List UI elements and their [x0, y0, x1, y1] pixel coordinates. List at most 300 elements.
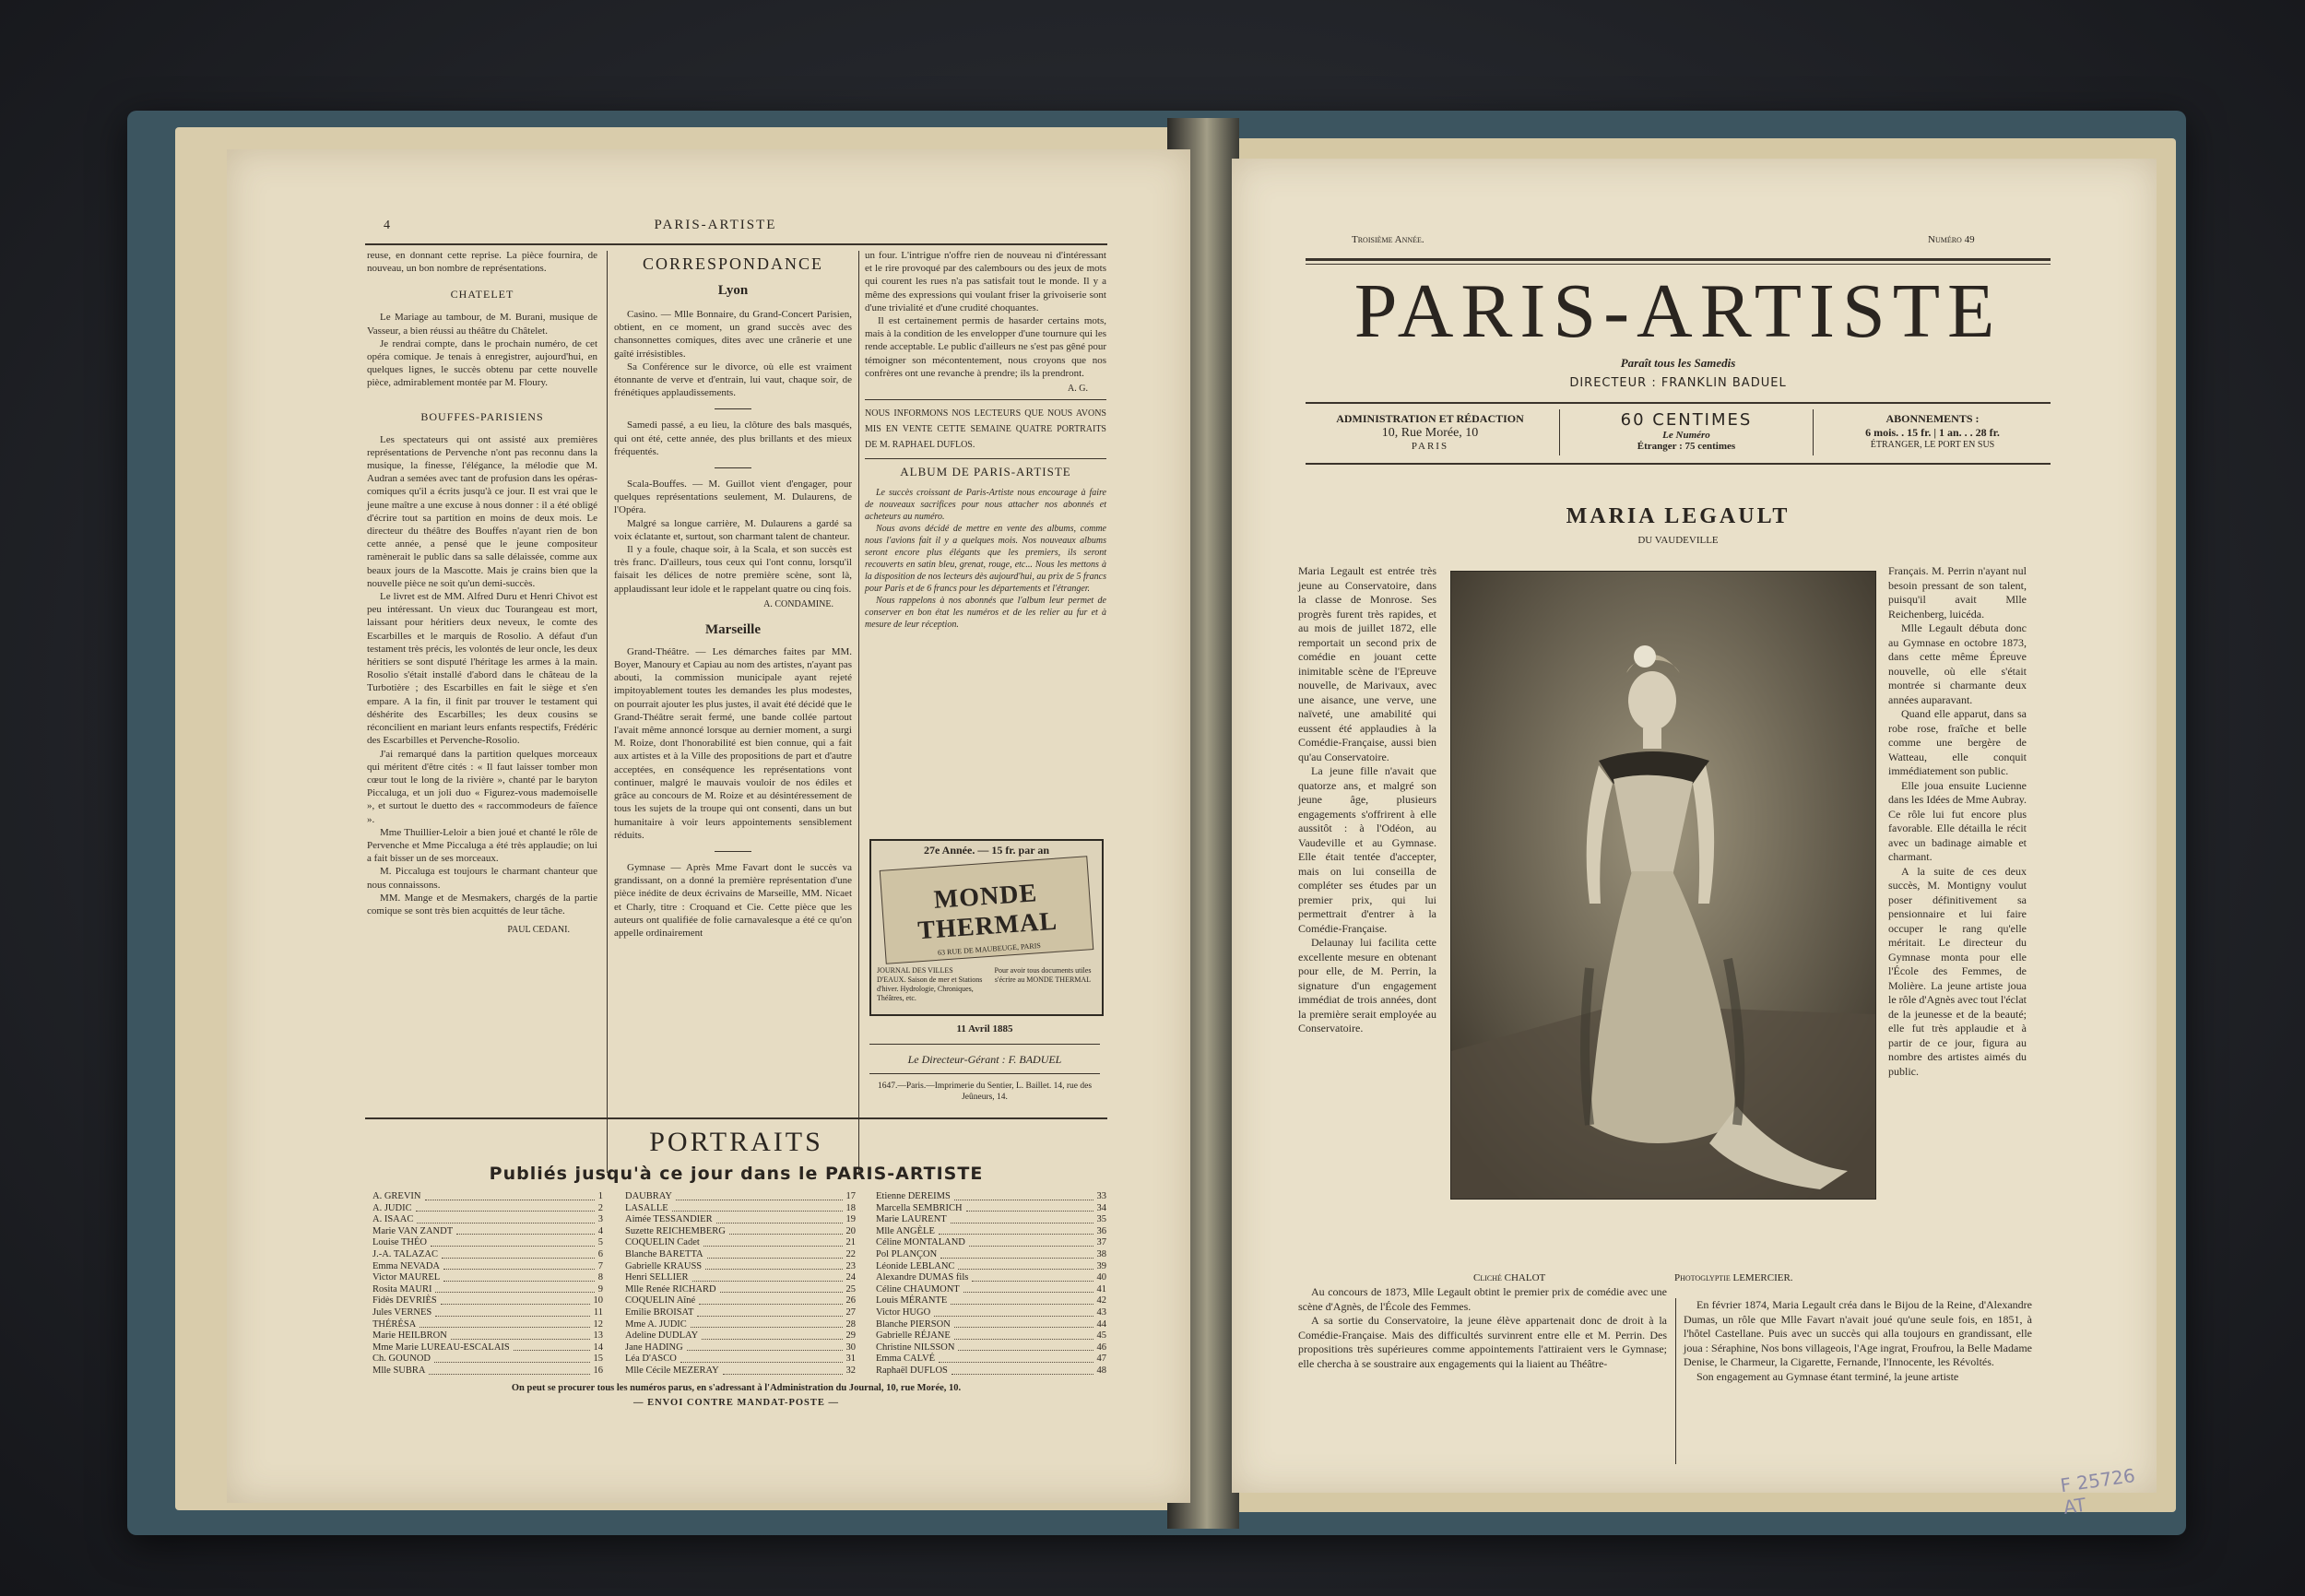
portrait-name: Marcella SEMBRICH [876, 1202, 963, 1213]
portrait-number: 22 [845, 1248, 856, 1259]
portrait-name: A. JUDIC [372, 1202, 412, 1213]
intro-text: reuse, en donnant cette reprise. La pièce fournira, de nouveau, un bon nombre de représentations. [367, 250, 597, 275]
portrait-number: 14 [593, 1342, 603, 1353]
dot-leader [954, 1330, 1093, 1340]
dot-leader [434, 1354, 590, 1363]
portrait-entry [372, 1342, 603, 1354]
dot-leader [940, 1249, 1093, 1259]
portrait-entry [625, 1365, 856, 1377]
portrait-number: 44 [1096, 1318, 1106, 1330]
dot-leader [705, 1261, 842, 1271]
separator [715, 467, 751, 468]
separator [865, 399, 1106, 400]
dot-leader [720, 1284, 843, 1294]
portrait-number: 27 [845, 1306, 856, 1318]
right-page [1232, 159, 2157, 1519]
portrait-name: Jules VERNES [372, 1306, 432, 1318]
portraits-title: PORTRAITS [649, 1127, 823, 1157]
dot-leader [951, 1214, 1093, 1224]
portrait-number: 7 [597, 1260, 603, 1271]
portraits-footer-mandat: — ENVOI CONTRE MANDAT-POSTE — [632, 1398, 840, 1408]
column-1 [367, 249, 597, 1171]
portrait-name: Fidès DEVRIÈS [372, 1295, 437, 1306]
portrait-entry [625, 1191, 856, 1203]
dot-leader [692, 1272, 843, 1282]
portrait-entry [372, 1295, 603, 1307]
actress-figure [1451, 572, 1875, 1199]
portrait-entry [625, 1330, 856, 1342]
paragraph: Son engagement au Gymnase étant terminé, la jeune artiste [1696, 1369, 1959, 1383]
portrait-entry [625, 1272, 856, 1284]
portrait-entry [625, 1319, 856, 1331]
dot-leader [729, 1226, 843, 1235]
paragraph: Grand-Théâtre. — Les démarches faites par MM. Boyer, Manoury et Capiau au nom des artistes, n'ayant pas abouti, la commission municipale ayant rejeté impitoyablement toutes les demandes les plus modestes, on pourrait ajouter les plus justes, il avait été décidé que le Grand-Théâtre serait fermé, une bande collée partout l'avait même annoncé lorsque au dernier moment, a surgi M. Roize, dont l'honorabilité est bien connue, qui a fait aux artistes et à la Ville des propositions de part et d'autre acceptées, en conséquence les représentations vont continuer, malgré le mauvais vouloir de nos édiles et grâce au concours de M. Roize et au désintéressement de tous les sujets de la troupe qui ont consenti, dans un but humanitaire à voir leurs appointements sensiblement réduits. [614, 645, 852, 841]
paragraph: Nous rappelons à nos abonnés que l'album leur permet de conserver en bon état les numéros et de les relier au fur et à mesure de leur réception. [865, 596, 1106, 631]
portrait-number: 36 [1096, 1225, 1106, 1236]
dot-leader [707, 1249, 843, 1259]
portrait-number: 8 [597, 1272, 603, 1283]
dot-leader [416, 1203, 595, 1212]
year-label: Troisième Année. [1352, 234, 1424, 245]
portrait-entry [372, 1261, 603, 1273]
portrait-name: Gabrielle RÉJANE [876, 1330, 951, 1342]
portrait-number: 26 [845, 1295, 856, 1306]
portrait-entry [625, 1237, 856, 1249]
portrait-entry [876, 1284, 1106, 1296]
portrait-name: Emilie BROISAT [625, 1306, 694, 1318]
portrait-name: Adeline DUDLAY [625, 1330, 699, 1342]
portrait-number: 40 [1096, 1272, 1106, 1283]
photo-credit-cliche: Cliché CHALOT [1473, 1272, 1546, 1283]
portrait-number: 34 [1096, 1202, 1106, 1213]
portrait-number: 47 [1096, 1354, 1106, 1365]
dot-leader [456, 1226, 595, 1235]
dot-leader [435, 1284, 594, 1294]
dot-leader [969, 1237, 1093, 1247]
info-bottom-rule [1306, 463, 2051, 465]
portrait-number: 9 [597, 1283, 603, 1295]
portrait-entry [876, 1226, 1106, 1238]
paragraph: Le livret est de MM. Alfred Duru et Henri Chivot est peu intéressant. Un vieux duc Tourangeau est mort, laissant pour héritiers deux neveux, le comte des Escarbilles et le marquis de Rosolio. A défaut d'un testament très précis, les volontés de leur oncle, les deux héritiers se sont disputé l'héritage les armes à la main. Rosolio s'était installé d'abord dans le château de la Turbotière ; des Escarbilles en fait le siège et s'en empare. A la fin, il finit par trouver le testament qui déshérite des Escarbilles; les deux cousins se réconcilient en mariant leurs enfants respectifs, Frédéric des Escarbilles et Pervenche-Rosolio. [367, 591, 597, 747]
dot-leader [716, 1214, 843, 1224]
portrait-entry [876, 1214, 1106, 1226]
paragraph: Le succès croissant de Paris-Artiste nous encourage à faire de nouveaux sacrifices pour nous attacher nos abonnés et acheteurs au numéro. [865, 488, 1106, 523]
article-right-column [1888, 564, 2027, 1265]
portrait-entry [372, 1249, 603, 1261]
portrait-number: 13 [593, 1330, 603, 1342]
dot-leader [514, 1342, 590, 1352]
dot-leader [443, 1261, 595, 1271]
dot-leader [431, 1237, 595, 1247]
dot-leader [951, 1295, 1093, 1305]
section-head-marseille: Marseille [705, 621, 761, 637]
dot-leader [934, 1307, 1093, 1317]
dot-leader [676, 1191, 843, 1200]
paragraph: Gymnase — Après Mme Favart dont le succès va grandissant, on a donné la première représentation d'une pièce inédite de deux écrivains de Marseille, MM. Nicaet et Charly, titre : Croquand et Cie. Cette pièce que les auteurs ont qualifiée de folie carnavalesque a été ce qu'on appelle ordinairement [614, 861, 852, 939]
paragraph: Quand elle apparut, dans sa robe rose, fraîche et belle comme une bergère de Watteau, elle conquit immédiatement son public. [1888, 707, 2027, 777]
portrait-name: COQUELIN Aîné [625, 1295, 696, 1306]
portrait-number: 23 [845, 1260, 856, 1271]
dot-leader [442, 1249, 595, 1259]
ad-top-line: 27e Année. — 15 fr. par an [923, 844, 1049, 857]
dot-leader [723, 1365, 843, 1375]
paragraph: Maria Legault est entrée très jeune au Conservatoire, dans la classe de Monrose. Ses progrès furent très rapides, et au mois de juillet 1872, elle remportait un second prix de comédie en jouant cette inimitable scène de l'Epreuve nouvelle, de Marivaux, avec une aisance, une verve, une naïveté, une amabilité qui eussent été applaudies à la Comédie-Française, aussi bien qu'au Conservatoire. [1298, 564, 1436, 763]
article-title: MARIA LEGAULT [1566, 504, 1791, 528]
portrait-entry [625, 1261, 856, 1273]
portrait-entry [625, 1249, 856, 1261]
portrait-number: 32 [845, 1365, 856, 1376]
portrait-name: Henri SELLIER [625, 1272, 689, 1283]
portrait-name: Louise THÉO [372, 1237, 428, 1248]
portraits-list-c [876, 1191, 1106, 1377]
portrait-number: 21 [845, 1237, 856, 1248]
dot-leader [697, 1307, 842, 1317]
dot-leader [954, 1191, 1093, 1200]
portrait-photograph [1450, 571, 1876, 1200]
masthead-title: PARIS-ARTISTE [1353, 268, 2003, 354]
dot-leader [687, 1342, 843, 1352]
portrait-entry [876, 1191, 1106, 1203]
archive-stamp: F 25726 AT [2059, 1464, 2137, 1519]
dot-leader [451, 1330, 590, 1340]
running-head: PARIS-ARTISTE [654, 218, 777, 232]
publication-frequency: Paraît tous les Samedis [1620, 356, 1736, 370]
paragraph: Scala-Bouffes. — M. Guillot vient d'engager, pour quelques représentations seulement, M. Dulaurens, de l'Opéra. [614, 479, 852, 516]
portrait-number: 1 [597, 1191, 603, 1201]
portrait-number: 38 [1096, 1248, 1106, 1259]
portrait-number: 6 [597, 1248, 603, 1259]
paragraph: Je rendrai compte, dans le prochain numéro, de cet opéra comique. Je tenais à enregistrer, aujourd'hui, en quelques lignes, le succès obtenu par cette nouvelle pièce, admirablement montée par M. Floury. [367, 337, 597, 389]
portrait-number: 46 [1096, 1342, 1106, 1353]
admin-line-3: PARIS [1411, 441, 1449, 452]
column-rule [607, 251, 608, 1173]
portrait-entry [625, 1342, 856, 1354]
portrait-entry [372, 1354, 603, 1365]
paragraph: A la suite de ces deux succès, M. Montigny voulut poser définitivement sa pensionnaire et lui faire occuper le rang qu'elle méritait. Le directeur du Gymnase monta pour elle l'École des Femmes, de Molière. La jeune artiste joua le rôle d'Agnès avec tout l'éclat de la jeunesse et de la beauté; elle fut très applaudie et à partir de ce jour, figura au nombre des artistes aimés du public. [1888, 864, 2027, 1078]
portrait-entry [625, 1295, 856, 1307]
paragraph: MM. Mange et de Mesmakers, chargés de la partie comique se sont très bien acquittés de leur tâche. [367, 892, 597, 916]
portrait-name: COQUELIN Cadet [625, 1237, 700, 1248]
section-head-bouffes: BOUFFES-PARISIENS [420, 409, 544, 423]
dot-leader [417, 1214, 594, 1224]
portrait-entry [372, 1307, 603, 1319]
section-head-chatelet: CHATELET [450, 288, 514, 301]
masthead-top-rule [1306, 258, 2051, 261]
paragraph: La jeune fille n'avait que quatorze ans, et malgré son jeune âge, plusieurs engagements s'offrirent à elle aussitôt : à l'Odéon, au Vaudeville et au Gymnase. Elle était tentée d'accepter, mais on lui conseilla de compléter ses études par un premier prix, qui lui permettrait d'entrer à la Comédie-Française. [1298, 764, 1436, 935]
column-rule [858, 251, 859, 1173]
portrait-name: A. GREVIN [372, 1191, 421, 1201]
portrait-entry [876, 1342, 1106, 1354]
portrait-number: 18 [845, 1202, 856, 1213]
paragraph: Nous avons décidé de mettre en vente des albums, comme nous l'avions fait il y a quelques mois. Nos nouveaux albums seront encore plus élégants que les premiers, ils seront recouverts en satin bleu, grenat, rouge, etc... Nous les mettons à la disposition de nos lecteurs dès aujourd'hui, au prix de 5 francs pour Paris et de 6 francs pour les départements et l'étranger. [865, 524, 1106, 595]
portrait-entry [372, 1191, 603, 1203]
dot-leader [958, 1342, 1093, 1352]
portrait-name: Mme Marie LUREAU-ESCALAIS [372, 1342, 510, 1353]
abonnements-block [1814, 412, 2051, 450]
portrait-entry [876, 1354, 1106, 1365]
portrait-entry [625, 1354, 856, 1365]
article-bottom-right [1684, 1298, 2032, 1473]
portrait-name: Ch. GOUNOD [372, 1354, 431, 1365]
info-top-rule [1306, 402, 2051, 404]
paragraph: Mme Thuillier-Leloir a bien joué et chanté le rôle de Pervenche et Mme Piccaluga a été très applaudie; on lui a fait bisser un de ses morceaux. [367, 826, 597, 865]
portrait-number: 10 [593, 1295, 603, 1306]
portrait-number: 15 [593, 1354, 603, 1365]
dot-leader [954, 1319, 1093, 1329]
paragraph: Les spectateurs qui ont assisté aux premières représentations de Pervenche n'ont pas reconnu dans la musique, la finesse, l'élégance, la mélodie que M. Audran a semées avec tant de profusion dans les opéras-comiques qu'il a écrits jusqu'à ce jour. Il est vrai que le jeune maître a une excuse à nous donner : il a été obligé d'écrire tout sa partition en moins de deux mois. Le directeur du théâtre des Bouffes n'ayant rien de bon cette année, a pensé que le jeune compositeur ramènerait le public dans sa salle délaissée, comme aux beaux jours de la Mascotte. Mais je crains bien que la nouvelle pièce ne soit qu'un demi-succès. [367, 433, 597, 589]
paragraph: Il est certainement permis de hasarder certains mots, mais à la condition de les envelopper d'une tournure qui les rende acceptable. Le public d'ailleurs ne s'est pas gêné pour témoigner son mécontentement, nous croyons que nos confrères ont une revanche à prendre; ils la prendront. [865, 315, 1106, 379]
paragraph: Malgré sa longue carrière, M. Dulaurens a gardé sa voix éclatante et, surtout, son charmant talent de chanteur. [614, 517, 852, 542]
article-subtitle: DU VAUDEVILLE [1637, 535, 1719, 546]
dot-leader [958, 1261, 1093, 1271]
portrait-name: THÉRÉSA [372, 1318, 417, 1330]
price-line-2: Le Numéro [1662, 430, 1710, 441]
portrait-number: 24 [845, 1272, 856, 1283]
portrait-entry [876, 1261, 1106, 1273]
portrait-name: Victor HUGO [876, 1306, 931, 1318]
portrait-entry [372, 1319, 603, 1331]
newspaper-illustration [880, 856, 1094, 964]
portrait-number: 5 [597, 1237, 603, 1248]
paragraph: En février 1874, Maria Legault créa dans le Bijou de la Reine, d'Alexandre Dumas, un rôle que Mlle Favart n'avait joué qu'une seule fois, en 1851, à l'hôtel Castellane. Puis avec un succès qui alla toujours en grandissant, elle joua : Séraphine, Nos bons villageois, l'Age ingrat, Froufrou, la Belle Madame Denise, le Charmeur, la Cigarette, Fernande, l'Innocente, les Révoltés. [1684, 1298, 2032, 1368]
portrait-name: Raphaël DUFLOS [876, 1365, 948, 1376]
photo-credit-photoglyptie: Photoglyptie LEMERCIER. [1674, 1272, 1793, 1283]
signature: A. G. [1068, 384, 1088, 395]
portrait-name: Christine NILSSON [876, 1342, 955, 1353]
paragraph: Il y a foule, chaque soir, à la Scala, et son succès est très franc. D'ailleurs, tous ceux qui l'ont connu, lorsqu'il faisait les délices de notre première scène, sont là, applaudissant leur idole et le rappelant quatre ou cinq fois. [614, 544, 852, 595]
portrait-entry [625, 1226, 856, 1238]
portrait-number: 33 [1096, 1191, 1106, 1201]
portrait-name: Pol PLANÇON [876, 1248, 938, 1259]
separator [865, 458, 1106, 459]
portraits-subtitle: Publiés jusqu'à ce jour dans le PARIS-ARTISTE [489, 1164, 984, 1184]
portrait-name: Marie HEILBRON [372, 1330, 447, 1342]
paragraph: un four. L'intrigue n'offre rien de nouveau ni d'intéressant et le rire provoqué par des calembours ou des jeux de mots qui courent les rues n'a pas satisfait tout le monde. Il y a même des expressions qui voulant friser la grivoiserie sont d'une trivialité et d'une crudité choquantes. [865, 250, 1106, 313]
dot-leader [420, 1319, 589, 1329]
rule [869, 1073, 1100, 1074]
portrait-entry [876, 1249, 1106, 1261]
portrait-number: 25 [845, 1283, 856, 1295]
page-number: 4 [384, 219, 390, 232]
ad-left-text: JOURNAL DES VILLES D'EAUX. Saison de mer et Stations d'hiver. Hydrologie, Chroniques, Théâtres, etc. [877, 966, 983, 1002]
portrait-entry [625, 1203, 856, 1215]
portrait-entry [876, 1272, 1106, 1284]
paragraph: Le Mariage au tambour, de M. Burani, musique de Vasseur, a bien réussi au théâtre du Châtelet. [367, 312, 597, 337]
paragraph: Delaunay lui facilita cette excellente mesure en obtenant pour elle, de M. Perrin, la signature d'un engagement immédiat de trois années, dont la première serait employée au Conservatoire. [1298, 936, 1436, 1034]
portrait-name: Mlle SUBRA [372, 1365, 426, 1376]
portrait-number: 43 [1096, 1306, 1106, 1318]
portrait-number: 39 [1096, 1260, 1106, 1271]
portrait-entry [372, 1330, 603, 1342]
column-rule [1675, 1298, 1676, 1464]
portrait-name: Mlle Cécile MEZERAY [625, 1365, 719, 1376]
portrait-name: Louis MÉRANTE [876, 1295, 948, 1306]
paragraph: Casino. — Mlle Bonnaire, du Grand-Concert Parisien, obtient, en ce moment, un grand succès avec des chansonnettes comiques, dites avec une crânerie et une gaîté irrésistibles. [614, 309, 852, 360]
portrait-name: Victor MAUREL [372, 1272, 441, 1283]
portrait-number: 35 [1096, 1214, 1106, 1225]
dot-leader [672, 1203, 843, 1212]
paragraph: Au concours de 1873, Mlle Legault obtint le premier prix de comédie avec une scène d'Agnès, de l'École des Femmes. [1298, 1285, 1667, 1313]
dot-leader [939, 1226, 1093, 1235]
portrait-number: 30 [845, 1342, 856, 1353]
dot-leader [443, 1272, 595, 1282]
portrait-number: 20 [845, 1225, 856, 1236]
price-line-3: Étranger : 75 centimes [1637, 441, 1736, 452]
portrait-name: Blanche PIERSON [876, 1318, 951, 1330]
portrait-name: DAUBRAY [625, 1191, 672, 1201]
ad-subtitle: 63 RUE DE MAUBEUGE, PARIS [937, 941, 1042, 957]
portrait-number: 12 [593, 1318, 603, 1330]
portrait-number: 41 [1096, 1283, 1106, 1295]
portrait-number: 29 [845, 1330, 856, 1342]
dot-leader [691, 1319, 843, 1329]
paragraph: Mlle Legault débuta donc au Gymnase en octobre 1873, dans cette même Épreuve nouvelle, où elle s'était montrée si charmante deux années auparavant. [1888, 621, 2027, 706]
dot-leader [952, 1365, 1093, 1375]
ad-title: MONDE THERMAL [916, 879, 1058, 946]
portrait-name: Rosita MAURI [372, 1283, 432, 1295]
portrait-entry [625, 1307, 856, 1319]
abonnements-label: ABONNEMENTS : [1885, 412, 1980, 425]
portrait-entry [625, 1214, 856, 1226]
issue-number: Numéro 49 [1928, 234, 1975, 245]
portrait-name: Mlle Renée RICHARD [625, 1283, 716, 1295]
article-left-column [1298, 564, 1436, 1265]
issue-date: 11 Avril 1885 [956, 1023, 1013, 1034]
dot-leader [939, 1354, 1093, 1363]
portrait-name: Aimée TESSANDIER [625, 1214, 713, 1225]
info-divider [1813, 409, 1814, 455]
portrait-number: 45 [1096, 1330, 1106, 1342]
portraits-top-rule [365, 1117, 1107, 1119]
portrait-entry [876, 1365, 1106, 1377]
portrait-name: Emma NEVADA [372, 1260, 441, 1271]
admin-block [1306, 412, 1554, 452]
portrait-name: Céline CHAUMONT [876, 1283, 960, 1295]
admin-line-1: ADMINISTRATION ET RÉDACTION [1336, 412, 1524, 425]
article-bottom-left [1298, 1285, 1667, 1470]
signature: A. CONDAMINE. [763, 598, 833, 609]
portrait-number: 17 [845, 1191, 856, 1201]
left-page [227, 149, 1190, 1503]
portrait-number: 16 [593, 1365, 603, 1376]
price-block [1562, 410, 1811, 452]
imprint: 1647.—Paris.—Imprimerie du Sentier, L. Baillet. 14, rue des Jeûneurs, 14. [877, 1082, 1093, 1102]
dot-leader [702, 1330, 842, 1340]
directeur-gerant: Le Directeur-Gérant : F. BADUEL [907, 1053, 1062, 1066]
portrait-number: 11 [593, 1306, 603, 1318]
portrait-name: J.-A. TALAZAC [372, 1248, 439, 1259]
portraits-footer: On peut se procurer tous les numéros parus, en s'adressant à l'Administration du Journal, 10, rue Morée, 10. [511, 1383, 962, 1393]
portrait-entry [372, 1272, 603, 1284]
portrait-entry [876, 1203, 1106, 1215]
dot-leader [435, 1307, 590, 1317]
paragraph: M. Piccaluga est toujours le charmant chanteur que nous connaissons. [367, 866, 597, 891]
rule [869, 1044, 1100, 1045]
portraits-list-a [372, 1191, 603, 1377]
dot-leader [425, 1191, 595, 1200]
info-divider [1559, 409, 1560, 455]
portrait-name: Alexandre DUMAS fils [876, 1272, 969, 1283]
abonnements-foreign: ÉTRANGER, LE PORT EN SUS [1870, 440, 1995, 450]
directeur-line: DIRECTEUR : FRANKLIN BADUEL [1569, 376, 1787, 390]
portraits-list-b [625, 1191, 856, 1377]
paragraph: Samedi passé, a eu lieu, la clôture des bals masqués, qui ont été, cette année, des plus brillants et des mieux fréquentés. [614, 420, 852, 457]
portrait-entry [372, 1226, 603, 1238]
portrait-name: Blanche BARETTA [625, 1248, 703, 1259]
portrait-entry [876, 1307, 1106, 1319]
portrait-number: 48 [1096, 1365, 1106, 1376]
portrait-name: Céline MONTALAND [876, 1237, 965, 1248]
portrait-name: Suzette REICHEMBERG [625, 1225, 726, 1236]
portrait-name: Mme A. JUDIC [625, 1318, 687, 1330]
portrait-number: 31 [845, 1354, 856, 1365]
dot-leader [972, 1272, 1093, 1282]
portrait-name: Mlle ANGÈLE [876, 1225, 935, 1236]
portrait-name: Emma CALVÉ [876, 1354, 936, 1365]
portrait-entry [372, 1203, 603, 1215]
price-line-1: 60 CENTIMES [1620, 410, 1753, 430]
portrait-name: LASALLE [625, 1202, 668, 1213]
paragraph: Sa Conférence sur le divorce, où elle est vraiment étonnante de verve et d'entrain, lui vaut, chaque soir, de frénétiques applaudissements. [614, 361, 852, 399]
portrait-entry [625, 1284, 856, 1296]
dot-leader [680, 1354, 843, 1363]
portrait-entry [876, 1295, 1106, 1307]
portrait-name: Marie LAURENT [876, 1214, 947, 1225]
ad-right-text: Pour avoir tous documents utiles s'écrire au MONDE THERMAL [994, 966, 1092, 984]
portrait-name: Gabrielle KRAUSS [625, 1260, 703, 1271]
admin-line-2: 10, Rue Morée, 10 [1381, 426, 1479, 440]
separator [715, 408, 751, 409]
column-2 [614, 249, 852, 1171]
abonnements-prices: 6 mois. . 15 fr. | 1 an. . . 28 fr. [1865, 426, 2000, 439]
portrait-entry [876, 1319, 1106, 1331]
portrait-name: Jane HADING [625, 1342, 683, 1353]
paragraph: J'ai remarqué dans la partition quelques morceaux qui méritent d'être cités : « Il faut laisser tomber mon cœur tout le long de la rivière », chanté par le baryton Piccaluga, et un joli duo « Figurez-vous mademoiselle », et surtout le duetto des « raccommodeurs de faïence ». [367, 748, 597, 825]
portrait-number: 4 [597, 1225, 603, 1236]
paragraph: Français. M. Perrin n'ayant nul besoin pressant de son talent, puisqu'il avait Mlle Reichenberg, luicéda. [1888, 564, 2027, 621]
masthead-top-rule-thin [1306, 264, 2051, 265]
portrait-number: 37 [1096, 1237, 1106, 1248]
portrait-entry [372, 1284, 603, 1296]
portrait-entry [372, 1365, 603, 1377]
dot-leader [963, 1284, 1093, 1294]
dot-leader [703, 1237, 843, 1247]
portrait-entry [372, 1237, 603, 1249]
dot-leader [441, 1295, 590, 1305]
portrait-number: 19 [845, 1214, 856, 1225]
notice-text: NOUS INFORMONS NOS LECTEURS QUE NOUS AVONS MIS EN VENTE CETTE SEMAINE QUATRE PORTRAITS DE M. RAPHAEL DUFLOS. [865, 408, 1106, 451]
portrait-number: 2 [597, 1202, 603, 1213]
dot-leader [966, 1203, 1093, 1212]
monde-thermal-ad [869, 839, 1104, 1016]
portrait-name: Etienne DEREIMS [876, 1191, 951, 1201]
header-rule [365, 243, 1107, 245]
dot-leader [429, 1365, 589, 1375]
signature: PAUL CEDANI. [507, 925, 570, 936]
section-head-lyon: Lyon [717, 283, 749, 298]
dot-leader [699, 1295, 842, 1305]
correspondance-heading: CORRESPONDANCE [642, 254, 824, 273]
portrait-name: Marie VAN ZANDT [372, 1225, 454, 1236]
portrait-entry [876, 1237, 1106, 1249]
portrait-entry [372, 1214, 603, 1226]
paragraph: Elle joua ensuite Lucienne dans les Idées de Mme Aubray. Ce rôle lui fut encore plus favorable. Elle détailla le récit avec un badinage aimable et charmant. [1888, 778, 2027, 863]
ad-bottom [877, 966, 1096, 1003]
separator [715, 851, 751, 852]
portrait-name: A. ISAAC [372, 1214, 414, 1225]
portrait-name: Léa D'ASCO [625, 1354, 677, 1365]
portrait-number: 28 [845, 1318, 856, 1330]
